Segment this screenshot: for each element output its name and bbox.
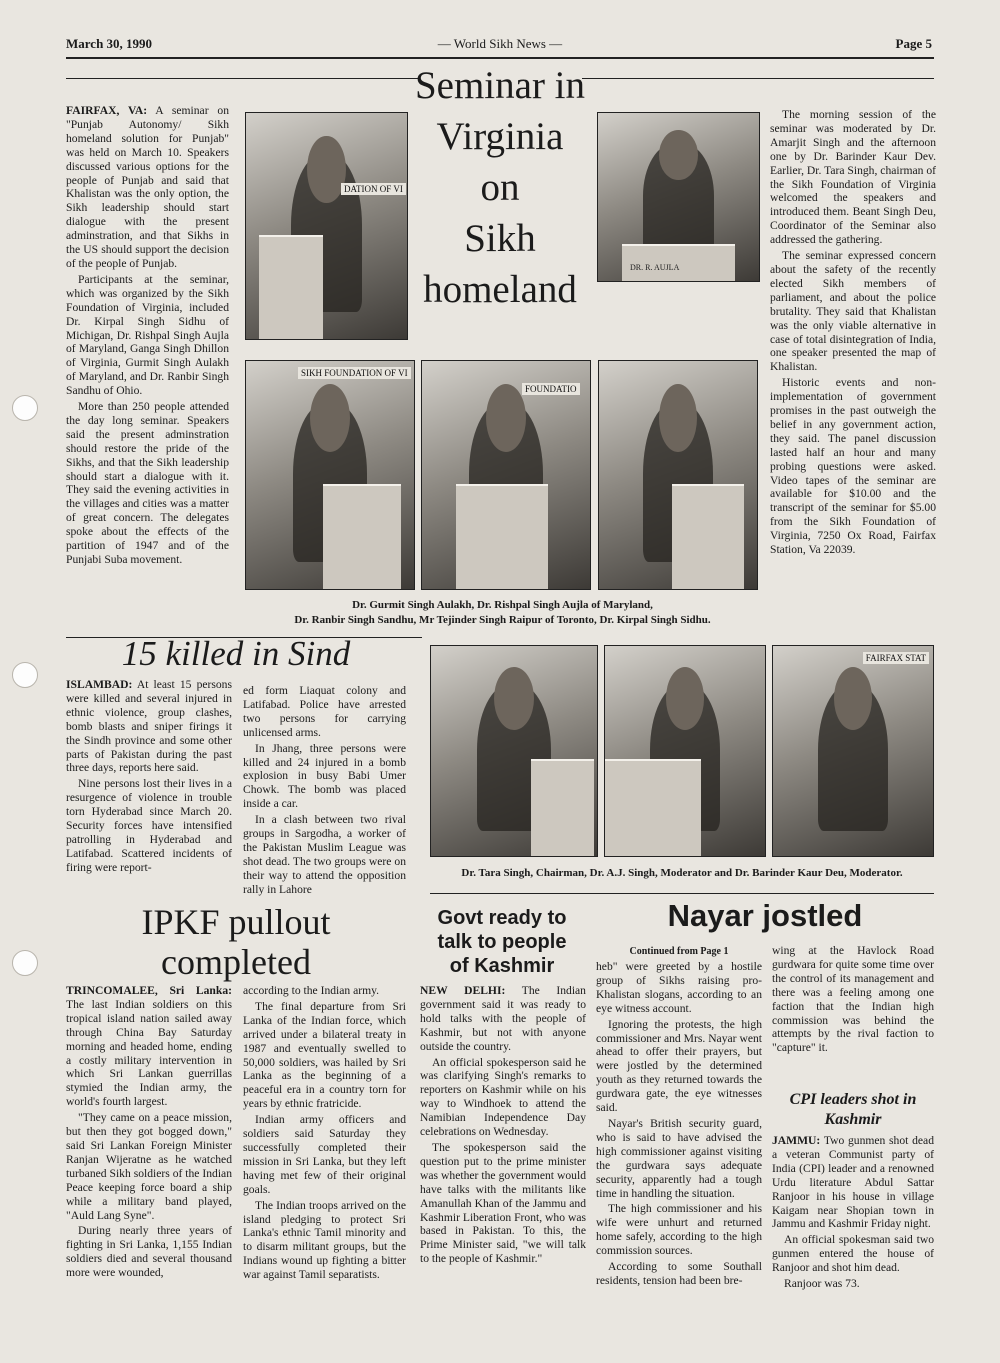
paragraph: Ignoring the protests, the high commissioner and Mrs. Nayar went ahead to offer their prayers, but were jostled by the determined youth as they returned towards the gurdwara gate, the eye witnesses said. [596, 1017, 762, 1115]
ipkf-article-col2 [243, 984, 406, 1324]
speaker-photo [245, 360, 415, 590]
paragraph: Nine persons lost their lives in a resurgence of violence in trouble torn Hyderabad since March 20. Security forces have intensified patrolling in Hyderabad and Latifabad. Scattered incidents of firing were report- [66, 777, 232, 874]
banner-text: SIKH FOUNDATION OF VI [298, 367, 411, 379]
headline-line: Virginia [436, 115, 564, 158]
paragraph: wing at the Havlock Road gurdwara for quite some time over the control of its management and there was a feeling among one faction that the Indian high commission was behind the attempts by the rival faction to "capture" it. [772, 944, 934, 1055]
nayar-article-col1 [596, 960, 762, 1324]
podium [672, 484, 745, 589]
speaker-photo [245, 112, 408, 340]
dateline: FAIRFAX, VA: [66, 104, 148, 117]
paragraph: An official spokesperson said he was clarifying Singh's remarks to reporters on Kashmir while on his way to Windhoek to attend the Namibian Independence Day celebrations on Wednesday. [420, 1055, 586, 1139]
sind-headline: 15 killed in Sind [121, 634, 351, 673]
page-number: Page 5 [895, 36, 932, 51]
nayar-article-col2 [772, 944, 934, 1064]
headline-line: on [480, 166, 520, 209]
banner-text: DATION OF VI [341, 183, 406, 195]
headline-line: Kashmir [824, 1111, 882, 1128]
headline-line: IPKF pullout [141, 902, 331, 942]
paragraph: An official spokesman said two gunmen entered the house of Ranjoor and shot him dead. [772, 1233, 934, 1275]
paragraph: The spokesperson said the question put to the prime minister was whether the government would have talks with the militants like Amanullah Khan of the Jammu and Kashmir Liberation Front, who was based in Pakistan. To this, the Prime Minister said, "we will talk to the people of Kashmir." [420, 1140, 586, 1266]
paper-name: — World Sikh News — [437, 36, 563, 51]
paragraph: according to the Indian army. [243, 984, 380, 997]
speaker-photo [597, 112, 760, 282]
paragraph: heb" were greeted by a hostile group of Sikhs raising pro-Khalistan slogans, according to an eye witness account. [596, 960, 762, 1015]
header-rule [66, 57, 934, 59]
paragraph [66, 984, 232, 1109]
headline-line: Govt ready to [437, 907, 567, 929]
headline-line: Sikh [464, 217, 536, 260]
paragraph-text: The last Indian soldiers on this tropical island nation sailed away through China Bay Saturday morning and headed home, ending a costly military intervention in which Sri Lankan guerrillas stymied the Indian army, the world's fourth largest. [66, 997, 232, 1109]
cpi-article [772, 1134, 934, 1324]
speaker-head [659, 384, 697, 452]
headline-rule-right [582, 78, 934, 79]
paragraph: Ranjoor was 73. [784, 1277, 860, 1291]
paragraph: According to some Southall residents, tension had been bre- [596, 1260, 762, 1287]
seminar-article-right [770, 108, 936, 628]
paragraph: During nearly three years of fighting in Sri Lanka, 1,155 Indian soldiers died and several thousand more were wounded, [66, 1224, 232, 1280]
kashmir-talks-headline [418, 906, 586, 978]
dateline: TRINCOMALEE, Sri Lanka: [66, 984, 232, 997]
paragraph: The morning session of the seminar was moderated by Dr. Amarjit Singh and the afternoon one by Dr. Barinder Kaur Dev. Earlier, Dr. Tara Singh, chairman of the Sikh Foundation of Virginia welcomed the speakers and introduced them. Beant Singh Deu, Coordinator of the Seminar also addressed the gathering. [770, 108, 936, 247]
podium [605, 759, 701, 856]
caption-line: Dr. Ranbir Singh Sandhu, Mr Tejinder Singh Raipur of Toronto, Dr. Kirpal Singh Sidhu. [294, 614, 711, 626]
speaker-head [666, 667, 704, 730]
paragraph: "They came on a peace mission, but then they got bogged down," said Sri Lankan Foreign Minister Ranjan Wijeratne as he watched turbaned Sikh soldiers of the Indian Peace keeping force board a ship while a military band played, "Auld Lang Syne". [66, 1111, 232, 1222]
paragraph: The final departure from Sri Lanka of the Indian force, which arrived under a bilateral treaty in 1987 and eventually swelled to 50,000 soldiers, was hailed by Sri Lanka as the beginning of a peaceful era in a country torn for years by ethnic fratricide. [243, 999, 406, 1111]
speaker-photo [430, 645, 598, 857]
speaker-head [834, 667, 872, 730]
nayar-headline: Nayar jostled [667, 898, 863, 933]
caption-line: Dr. Gurmit Singh Aulakh, Dr. Rishpal Singh Aujla of Maryland, [352, 599, 653, 611]
speaker-photo [772, 645, 934, 857]
speaker-head [494, 667, 534, 730]
headline-line: Seminar in [414, 64, 586, 107]
ipkf-article-col1 [66, 984, 232, 1324]
photo-caption-seminar [245, 598, 760, 628]
kashmir-talks-article [420, 984, 586, 1324]
paragraph [772, 1134, 934, 1231]
podium [259, 235, 323, 339]
nameplate-text: DR. R. AUJLA [630, 263, 680, 272]
dateline: NEW DELHI: [420, 984, 506, 997]
sind-article-col1 [66, 678, 232, 890]
podium [456, 484, 548, 589]
binder-hole-icon [12, 950, 38, 976]
paragraph [66, 678, 232, 775]
binder-hole-icon [12, 662, 38, 688]
paragraph: Participants at the seminar, which was organized by the Sikh Foundation of Virginia, included Dr. Kirpal Singh Sidhu of Michigan, Dr. Rishpal Singh Aujla of Maryland, Ganga Singh Dhillon of Virginia, Gurmit Singh Aulakh of Maryland, and Dr. Ranbir Singh Sandhu of Ohio. [66, 272, 229, 398]
headline-line: completed [161, 942, 311, 982]
speaker-head [307, 136, 346, 204]
paragraph: The seminar expressed concern about the safety of the recently elected Sikh members of parliament, and about the police brutality. They said that Khalistan was the only viable alternative in case of total disintegration of India, one speaker presented the map of Khalistan. [770, 249, 936, 374]
paragraph-text: At least 15 persons were killed and several injured in ethnic violence, group clashes, bomb blasts and sniper firings it the Sindh province and some other parts of Pakistan during the past three days, reports here said. [66, 678, 232, 775]
section-rule [430, 893, 934, 894]
photo-caption-officers: Dr. Tara Singh, Chairman, Dr. A.J. Singh, Moderator and Dr. Barinder Kaur Deu, Moderator. [461, 867, 903, 879]
paragraph-text: The Indian government said it was ready to hold talks with the people of Kashmir, but not with anyone outside the country. [420, 984, 586, 1053]
speaker-photo [604, 645, 766, 857]
paragraph: The Indian troops arrived on the island pledging to protect Sri Lanka's ethnic Tamil minority and to disarm militant groups, but the Indians wound up fighting a bitter war against Tamil separatists. [243, 1198, 406, 1282]
speaker-head [486, 384, 526, 452]
issue-date: March 30, 1990 [66, 36, 153, 51]
paragraph-text: A seminar on "Punjab Autonomy/ Sikh homeland solution for Punjab" was held on March 10. Speakers discussed various options for the people of Punjab and said that Khalistan was the only option, the Sikh leadership should start dialogue with the present adminstration, and that Sikhs in the US should support the decision of the people of Punjab. [66, 104, 229, 270]
paragraph: Nayar's British security guard, who is said to have advised the high commissioner against visiting the gurdwara says adequate security, apparently had a tough time in handling the situation. [596, 1116, 762, 1200]
speaker-photo [421, 360, 591, 590]
podium [323, 484, 400, 589]
ipkf-headline [66, 902, 406, 982]
headline-line: CPI leaders shot in [789, 1091, 917, 1108]
headline-line: of Kashmir [449, 955, 555, 977]
seminar-headline [405, 60, 595, 315]
podium [531, 759, 594, 856]
paragraph [66, 104, 229, 271]
headline-line: talk to people [437, 931, 567, 953]
sind-article-col2 [243, 684, 406, 896]
binder-hole-icon [12, 395, 38, 421]
paragraph: Indian army officers and soldiers said Saturday they successfully completed their mission in Sri Lanka, but they left having met few of their original goals. [243, 1113, 406, 1196]
paragraph: ed form Liaquat colony and Latifabad. Police have arrested two persons for carrying unlicensed arms. [243, 684, 406, 739]
banner-text: FOUNDATIO [522, 383, 580, 395]
paragraph: In a clash between two rival groups in Sargodha, a worker of the Pakistan Muslim League was shot dead. The two groups were on their way to attend the opposition rally in Lahore [243, 813, 406, 896]
headline-rule-left [66, 78, 418, 79]
continued-label: Continued from Page 1 [629, 946, 729, 957]
dateline: JAMMU: [772, 1134, 821, 1147]
paragraph [420, 984, 586, 1054]
paragraph: More than 250 people attended the day long seminar. Speakers said the present adminstration should restore the pride of the Sikhs, and that the Sikh leadership should start a dialogue with it. They said the evening activities in the villages and cities was a matter of great concern. The delegates spoke about the effects of the partition of 1947 and of the Punjabi Suba movement. [66, 400, 229, 566]
speaker-head [659, 130, 698, 180]
dateline: ISLAMBAD: [66, 678, 133, 691]
speaker-head [310, 384, 350, 452]
paragraph-text: Two gunmen shot dead a veteran Communist party of India (CPI) leader and a renowned Urdu literature Abdul Sattar Ranjoor in his house in village Kaigam near Shopian town in Jammu and Kashmir Friday night. [772, 1134, 934, 1231]
paragraph: In Jhang, three persons were killed and 24 injured in a bomb explosion in busy Babi Umer Chowk. The bomb was placed inside a car. [243, 741, 406, 811]
paragraph: The high commissioner and his wife were unhurt and returned home safely, according to the high commission sources. [596, 1202, 762, 1258]
speaker-photo [598, 360, 758, 590]
paragraph: Historic events and non-implementation of government promises in the past outweigh the belief in any government action, they said. The panel discussion lasted half an hour and many probing questions were asked. Video tapes of the seminar are available for $10.00 and the transcript of the seminar for $5.00 from the Sikh Foundation of Virginia, 7250 Ox Road, Fairfax Station, Va 22039. [770, 376, 936, 557]
cpi-headline [772, 1090, 934, 1130]
headline-line: homeland [423, 268, 577, 311]
banner-text: FAIRFAX STAT [863, 652, 929, 664]
seminar-article-left [66, 104, 229, 634]
